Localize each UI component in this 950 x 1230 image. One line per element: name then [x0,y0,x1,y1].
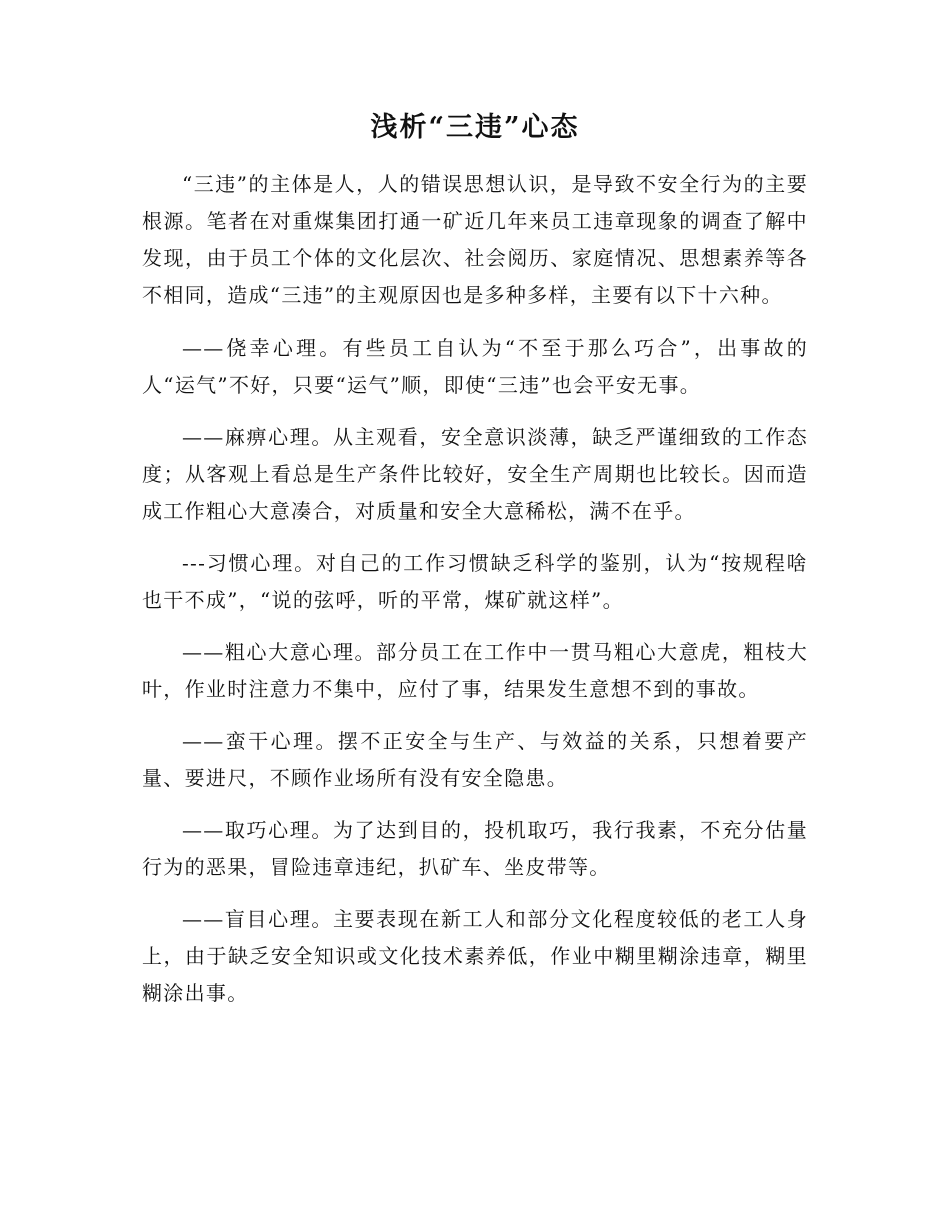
paragraph-careless-mentality: ——粗心大意心理。部分员工在工作中一贯马粗心大意虎，粗枝大叶，作业时注意力不集中，应付了事，结果发生意想不到的事故。 [142,640,808,701]
document-body [142,166,808,1027]
intro-paragraph: “三违”的主体是人，人的错误思想认识，是导致不安全行为的主要根源。笔者在对重煤集团打通一矿近几年来员工违章现象的调查了解中发现，由于员工个体的文化层次、社会阅历、家庭情况、思想素养等各不相同，造成“三违”的主观原因也是多种多样，主要有以下十六种。 [142,172,808,307]
paragraph-shortcut-mentality: ——取巧心理。为了达到目的，投机取巧，我行我素，不充分估量行为的恶果，冒险违章违纪，扒矿车、坐皮带等。 [142,818,808,879]
paragraph-blind-mentality: ——盲目心理。主要表现在新工人和部分文化程度较低的老工人身上，由于缺乏安全知识或文化技术素养低，作业中糊里糊涂违章，糊里糊涂出事。 [142,907,808,1005]
document-title: 浅析“三违”心态 [370,112,580,143]
paragraph-numbness-mentality: ——麻痹心理。从主观看，安全意识淡薄，缺乏严谨细致的工作态度；从客观上看总是生产条件比较好，安全生产周期也比较长。因而造成工作粗心大意凑合，对质量和安全大意稀松，满不在乎。 [142,425,808,523]
paragraph-habit-mentality: ---习惯心理。对自己的工作习惯缺乏科学的鉴别，认为“按规程啥也干不成”，“说的弦呼，听的平常，煤矿就这样”。 [142,551,808,612]
paragraph-reckless-mentality: ——蛮干心理。摆不正安全与生产、与效益的关系，只想着要产量、要进尺，不顾作业场所有没有安全隐患。 [142,729,808,790]
paragraph-luck-mentality: ——侥幸心理。有些员工自认为“不至于那么巧合”，出事故的人“运气”不好，只要“运气”顺，即使“三违”也会平安无事。 [142,336,808,397]
